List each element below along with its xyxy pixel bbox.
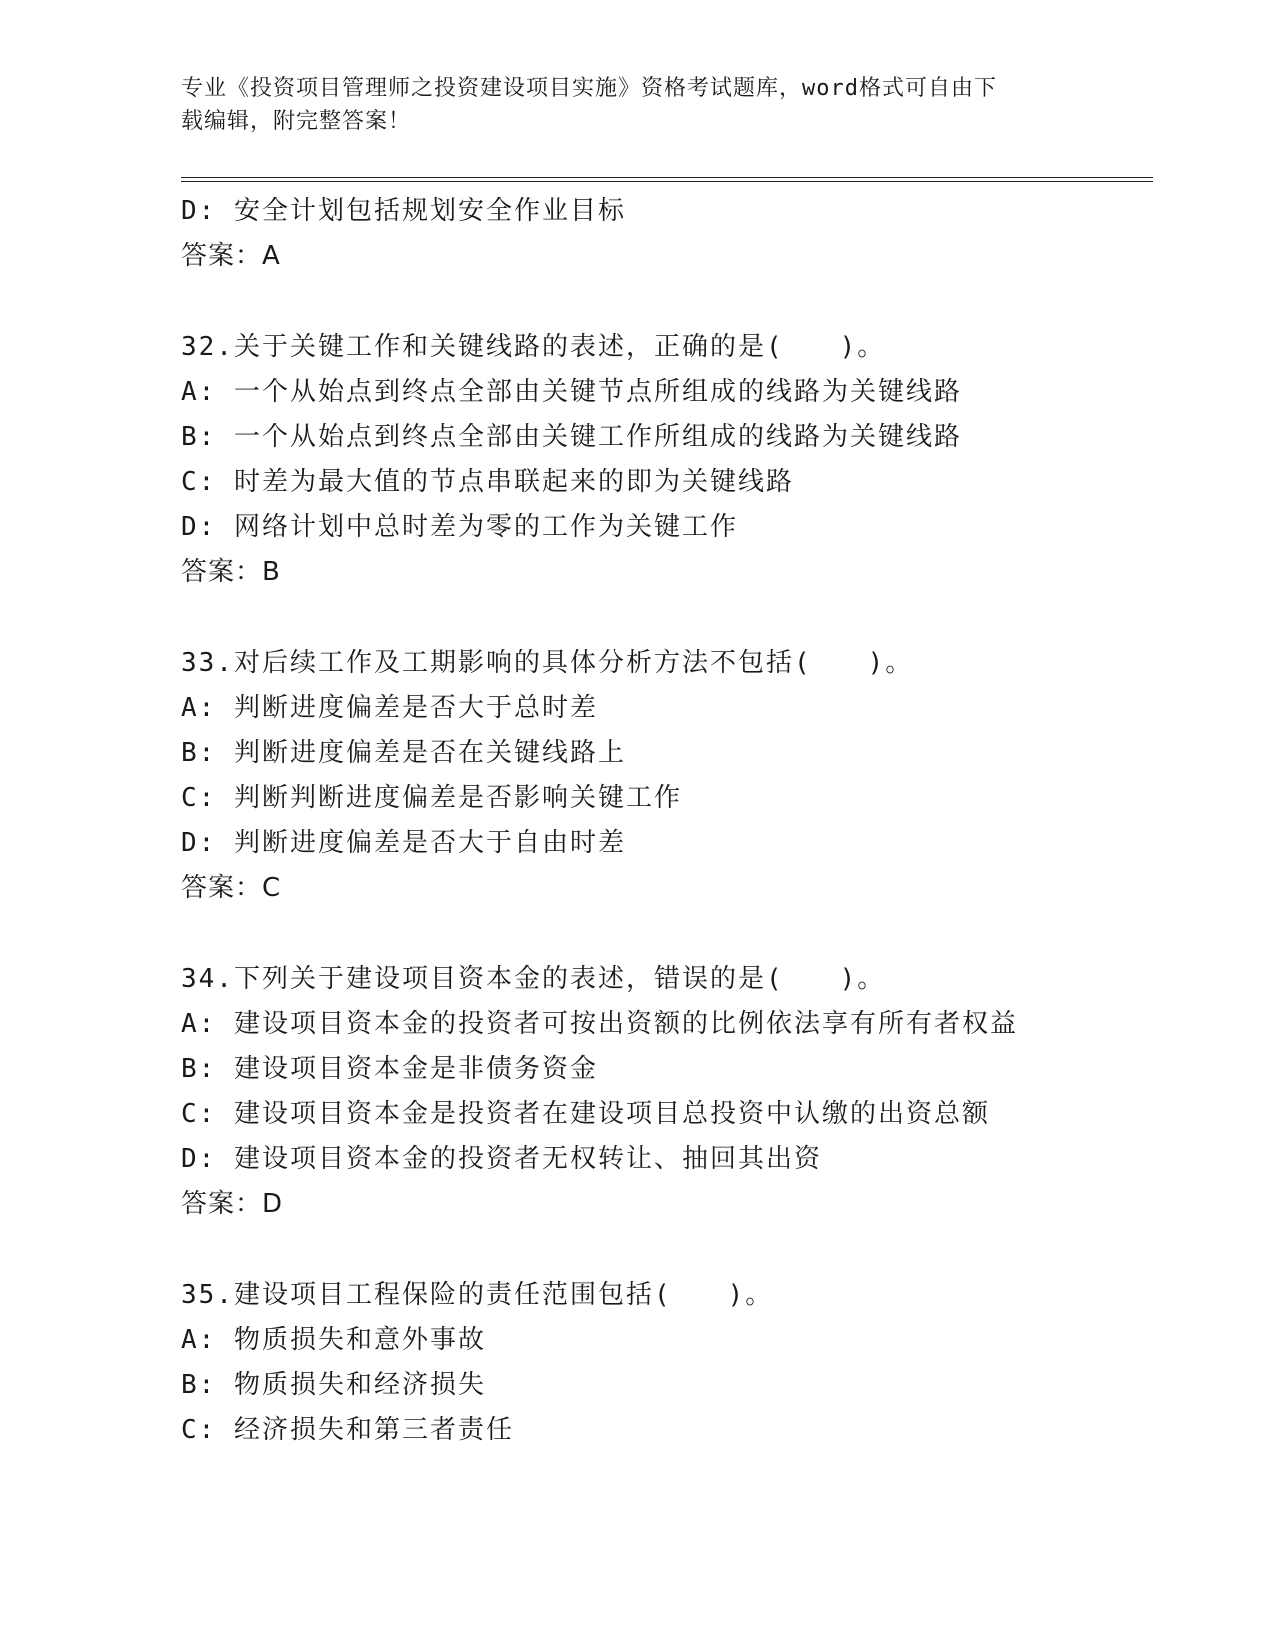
q34-stem: 34.下列关于建设项目资本金的表述，错误的是( )。 [181, 964, 886, 994]
q33-stem: 33.对后续工作及工期影响的具体分析方法不包括( )。 [181, 648, 914, 678]
q33-option-d: D: 判断进度偏差是否大于自由时差 [181, 828, 626, 858]
q33-option-a: A: 判断进度偏差是否大于总时差 [181, 693, 598, 723]
q32-stem: 32.关于关键工作和关键线路的表述，正确的是( )。 [181, 332, 886, 362]
q35-option-b: B: 物质损失和经济损失 [181, 1370, 486, 1400]
q33-option-c: C: 判断判断进度偏差是否影响关键工作 [181, 783, 682, 813]
spacer [181, 595, 1141, 641]
q35-stem: 35.建设项目工程保险的责任范围包括( )。 [181, 1280, 774, 1310]
spacer [181, 279, 1141, 325]
q34-option-c: C: 建设项目资本金是投资者在建设项目总投资中认缴的出资总额 [181, 1099, 990, 1129]
document-header [181, 72, 1061, 138]
q34-option-a: A: 建设项目资本金的投资者可按出资额的比例依法享有所有者权益 [181, 1009, 1018, 1039]
spacer [181, 1227, 1141, 1273]
header-line-1: 专业《投资项目管理师之投资建设项目实施》资格考试题库，word格式可自由下 [181, 76, 997, 101]
q32-option-b: B: 一个从始点到终点全部由关键工作所组成的线路为关键线路 [181, 422, 962, 452]
q35-option-c: C: 经济损失和第三者责任 [181, 1415, 514, 1445]
q32-option-c: C: 时差为最大值的节点串联起来的即为关键线路 [181, 467, 794, 497]
header-line-2: 载编辑，附完整答案！ [181, 109, 412, 134]
prev-answer: 答案：A [181, 241, 281, 271]
q34-answer: 答案：D [181, 1189, 284, 1219]
spacer [181, 911, 1141, 957]
header-rule-top [181, 177, 1153, 178]
prev-option-d: D: 安全计划包括规划安全作业目标 [181, 196, 626, 226]
q32-option-a: A: 一个从始点到终点全部由关键节点所组成的线路为关键线路 [181, 377, 962, 407]
question-list [181, 189, 1141, 1453]
header-rule-bottom [181, 181, 1153, 182]
q34-option-b: B: 建设项目资本金是非债务资金 [181, 1054, 598, 1084]
q33-answer: 答案：C [181, 873, 282, 903]
q33-option-b: B: 判断进度偏差是否在关键线路上 [181, 738, 626, 768]
q32-option-d: D: 网络计划中总时差为零的工作为关键工作 [181, 512, 738, 542]
q32-answer: 答案：B [181, 557, 281, 587]
q35-option-a: A: 物质损失和意外事故 [181, 1325, 486, 1355]
q34-option-d: D: 建设项目资本金的投资者无权转让、抽回其出资 [181, 1144, 822, 1174]
